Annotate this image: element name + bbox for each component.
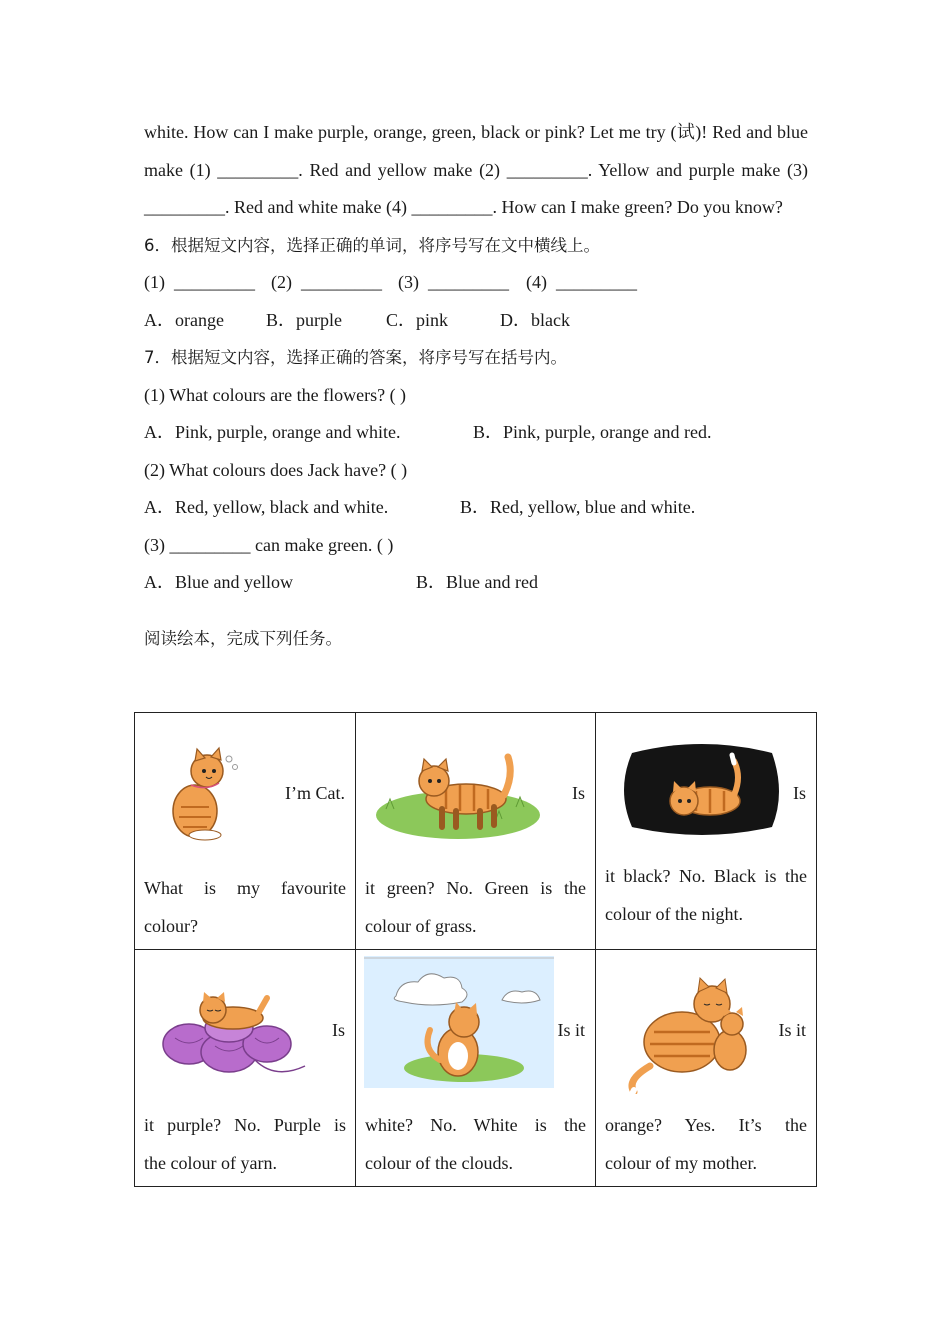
blank-label: (2) <box>271 272 292 292</box>
cat-and-mother-image <box>620 974 770 1094</box>
question-7-2-options <box>144 489 808 527</box>
question-7-1: (1) What colours are the flowers? ( ) <box>144 384 407 405</box>
cell-line-1: orange? Yes. It’s the <box>605 1115 807 1135</box>
cell-side-text: Is it <box>778 1020 806 1040</box>
story-cell-2 <box>356 713 596 950</box>
question-7-heading: 7．根据短文内容，选择正确的答案，将序号写在括号内。 <box>144 348 567 367</box>
question-7-2: (2) What colours does Jack have? ( ) <box>144 459 408 480</box>
cell-line-1: What is my favourite <box>144 878 346 898</box>
answer-blank[interactable]: _________ <box>428 272 509 292</box>
option-a: A．orange <box>144 309 224 330</box>
option-d: D．black <box>500 309 570 330</box>
reading-passage: white. How can I make purple, orange, green, black or pink? Let me try (试)! Red and blue make (1) _________. Red and yellow make (2) _________. Yellow and purple make (3) _________. Red and white make (4) _________. How can I make green? Do you know? <box>144 122 808 217</box>
cell-side-text: Is <box>572 783 585 803</box>
option-b: B．Pink, purple, orange and red. <box>473 422 712 442</box>
option-b: B．purple <box>266 309 342 330</box>
cat-watching-clouds-image <box>364 956 554 1088</box>
cell-line-1: it purple? No. Purple is <box>144 1115 346 1135</box>
option-a: A．Pink, purple, orange and white. <box>144 422 401 442</box>
blank-label: (1) <box>144 272 165 292</box>
option-c: C．pink <box>386 309 449 330</box>
cell-side-text: Is <box>332 1020 345 1040</box>
question-7-1-options <box>144 414 808 452</box>
cell-line-1: it green? No. Green is the <box>365 878 586 898</box>
option-a: A．Blue and yellow <box>144 572 293 592</box>
story-cell-5 <box>356 950 596 1187</box>
picture-book-table <box>134 712 817 1187</box>
blank-label: (4) <box>526 272 547 292</box>
cell-line-2: colour of my mother. <box>605 1152 757 1173</box>
question-7-3: (3) _________ can make green. ( ) <box>144 534 394 555</box>
option-b: B．Blue and red <box>416 572 538 592</box>
cell-side-text: Is <box>793 783 806 803</box>
cat-on-grass-image <box>376 749 540 841</box>
answer-blank[interactable]: _________ <box>301 272 382 292</box>
option-b: B．Red, yellow, blue and white. <box>460 497 696 517</box>
question-7-3-options <box>144 564 808 602</box>
question-6-blanks <box>144 264 808 302</box>
option-a: A．Red, yellow, black and white. <box>144 497 389 517</box>
story-cell-6 <box>596 950 817 1187</box>
cell-line-2: colour of the clouds. <box>365 1152 513 1173</box>
story-cell-1 <box>135 713 356 950</box>
story-cell-3 <box>596 713 817 950</box>
question-6-heading: 6．根据短文内容，选择正确的单词，将序号写在文中横线上。 <box>144 235 600 255</box>
reading-instruction: 阅读绘本，完成下列任务。 <box>144 628 342 648</box>
cell-side-text: I’m Cat. <box>285 783 345 803</box>
cell-line-1: white? No. White is the <box>365 1115 586 1135</box>
worksheet-page <box>144 114 808 657</box>
cat-sitting-image <box>149 741 249 841</box>
cell-line-2: colour of the night. <box>605 903 743 924</box>
cell-line-2: colour of grass. <box>365 915 477 936</box>
cell-line-1: it black? No. Black is the <box>605 866 807 886</box>
question-6-options <box>144 302 808 340</box>
story-cell-4 <box>135 950 356 1187</box>
cell-side-text: Is it <box>557 1020 585 1040</box>
cell-line-2: the colour of yarn. <box>144 1152 277 1173</box>
blank-label: (3) <box>398 272 419 292</box>
answer-blank[interactable]: _________ <box>556 272 637 292</box>
answer-blank[interactable]: _________ <box>174 272 255 292</box>
cat-on-yarn-image <box>155 982 315 1086</box>
cat-at-night-image <box>618 741 782 837</box>
cell-line-2: colour? <box>144 915 198 936</box>
